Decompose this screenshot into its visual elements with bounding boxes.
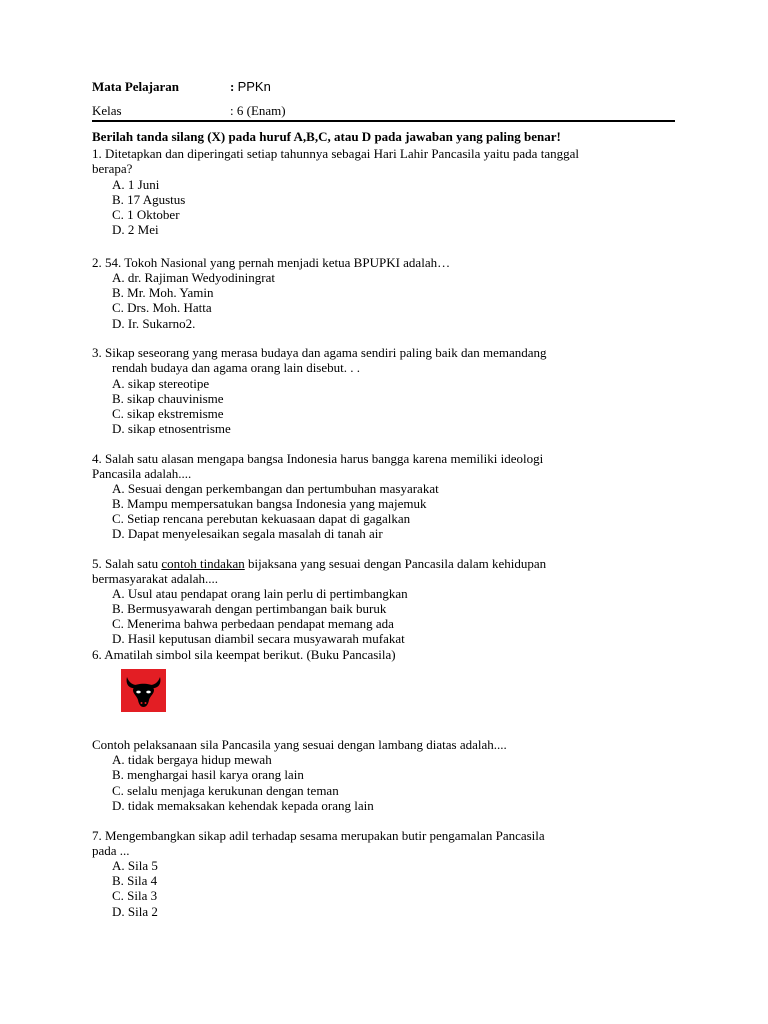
q6-option-a: A. tidak bergaya hidup mewah xyxy=(112,752,272,767)
q2-option-a: A. dr. Rajiman Wedyodiningrat xyxy=(112,270,275,285)
q2-line1: 2. 54. Tokoh Nasional yang pernah menjadi ketua BPUPKI adalah… xyxy=(92,255,451,270)
q6-option-d: D. tidak memaksakan kehendak kepada orang lain xyxy=(112,798,374,813)
q1-line2: berapa? xyxy=(92,161,133,176)
subject-value-text: PPKn xyxy=(237,79,271,94)
q7-line2: pada ... xyxy=(92,843,130,858)
q2-option-c: C. Drs. Moh. Hatta xyxy=(112,300,212,315)
subject-value: : PPKn xyxy=(230,79,271,94)
q5-line2: bermasyarakat adalah.... xyxy=(92,571,218,586)
q3-line2: rendah budaya dan agama orang lain disebut. . . xyxy=(112,360,360,375)
subject-label: Mata Pelajaran xyxy=(92,79,180,94)
q1-option-c: C. 1 Oktober xyxy=(112,207,180,222)
q7-option-c: C. Sila 3 xyxy=(112,888,158,903)
q1-option-d: D. 2 Mei xyxy=(112,222,159,237)
q4-line2: Pancasila adalah.... xyxy=(92,466,192,481)
instruction: Berilah tanda silang (X) pada huruf A,B,C, atau D pada jawaban yang paling benar! xyxy=(92,129,561,144)
q4-option-d: D. Dapat menyelesaikan segala masalah di tanah air xyxy=(112,526,383,541)
q2-option-b: B. Mr. Moh. Yamin xyxy=(112,285,214,300)
q5-line1-underlined: contoh tindakan xyxy=(161,556,245,571)
q4-option-c: C. Setiap rencana perebutan kekuasaan dapat di gagalkan xyxy=(112,511,411,526)
q1-option-b: B. 17 Agustus xyxy=(112,192,186,207)
bull-head-icon xyxy=(121,669,166,712)
q5-option-b: B. Bermusyawarah dengan pertimbangan baik buruk xyxy=(112,601,387,616)
q5-line1-post: bijaksana yang sesuai dengan Pancasila dalam kehidupan xyxy=(244,556,547,571)
q1-option-a: A. 1 Juni xyxy=(112,177,160,192)
class-value: : 6 (Enam) xyxy=(230,103,286,118)
q6-option-c: C. selalu menjaga kerukunan dengan teman xyxy=(112,783,339,798)
class-label: Kelas xyxy=(92,103,122,118)
q5-line1 xyxy=(92,556,546,571)
q7-option-a: A. Sila 5 xyxy=(112,858,158,873)
q7-option-d: D. Sila 2 xyxy=(112,904,158,919)
q5-option-a: A. Usul atau pendapat orang lain perlu di pertimbangkan xyxy=(112,586,408,601)
q6-line2: Contoh pelaksanaan sila Pancasila yang sesuai dengan lambang diatas adalah.... xyxy=(92,737,507,752)
header-divider xyxy=(92,120,675,122)
bull-head-symbol xyxy=(121,669,166,712)
q5-option-c: C. Menerima bahwa perbedaan pendapat memang ada xyxy=(112,616,394,631)
q4-option-a: A. Sesuai dengan perkembangan dan pertumbuhan masyarakat xyxy=(112,481,439,496)
q4-line1: 4. Salah satu alasan mengapa bangsa Indonesia harus bangga karena memiliki ideologi xyxy=(92,451,544,466)
q3-option-b: B. sikap chauvinisme xyxy=(112,391,224,406)
q5-option-d: D. Hasil keputusan diambil secara musyawarah mufakat xyxy=(112,631,405,646)
q3-option-c: C. sikap ekstremisme xyxy=(112,406,224,421)
q6-line1: 6. Amatilah simbol sila keempat berikut. (Buku Pancasila) xyxy=(92,647,396,662)
q7-option-b: B. Sila 4 xyxy=(112,873,158,888)
q3-option-d: D. sikap etnosentrisme xyxy=(112,421,231,436)
q2-option-d: D. Ir. Sukarno2. xyxy=(112,316,196,331)
q6-option-b: B. menghargai hasil karya orang lain xyxy=(112,767,304,782)
q4-option-b: B. Mampu mempersatukan bangsa Indonesia yang majemuk xyxy=(112,496,427,511)
q1-line1: 1. Ditetapkan dan diperingati setiap tahunnya sebagai Hari Lahir Pancasila yaitu pada tanggal xyxy=(92,146,579,161)
q5-line1-pre: 5. Salah satu xyxy=(92,556,162,571)
q3-option-a: A. sikap stereotipe xyxy=(112,376,210,391)
q3-line1: 3. Sikap seseorang yang merasa budaya dan agama sendiri paling baik dan memandang xyxy=(92,345,547,360)
q7-line1: 7. Mengembangkan sikap adil terhadap sesama merupakan butir pengamalan Pancasila xyxy=(92,828,545,843)
